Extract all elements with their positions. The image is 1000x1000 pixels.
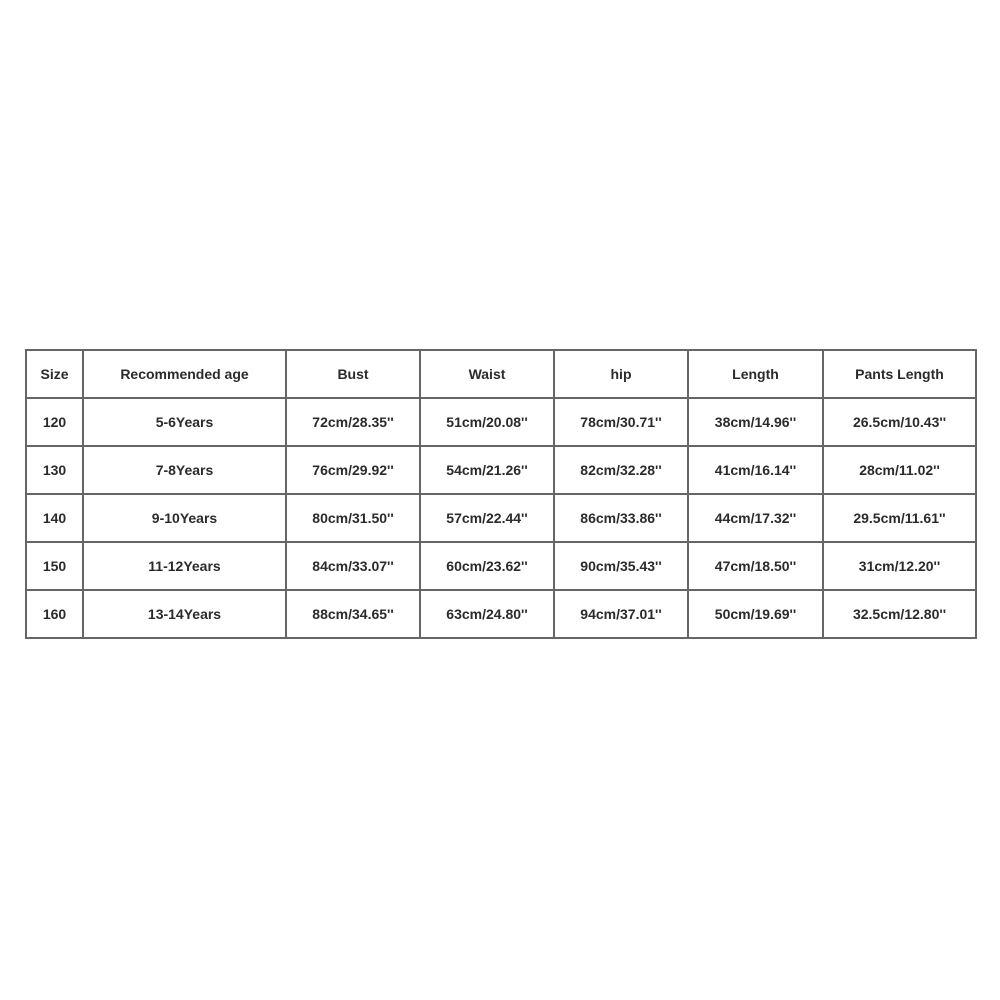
cell-bust: 76cm/29.92'' xyxy=(286,446,420,494)
cell-hip: 82cm/32.28'' xyxy=(554,446,688,494)
cell-waist: 54cm/21.26'' xyxy=(420,446,554,494)
size-chart-table xyxy=(25,349,977,639)
cell-recommended-age: 5-6Years xyxy=(83,398,286,446)
cell-size: 150 xyxy=(26,542,83,590)
cell-length: 38cm/14.96'' xyxy=(688,398,823,446)
cell-hip: 78cm/30.71'' xyxy=(554,398,688,446)
cell-size: 120 xyxy=(26,398,83,446)
header-cell-bust: Bust xyxy=(286,350,420,398)
header-cell-waist: Waist xyxy=(420,350,554,398)
header-cell-recommended-age: Recommended age xyxy=(83,350,286,398)
header-cell-size: Size xyxy=(26,350,83,398)
table-row xyxy=(26,590,976,638)
cell-length: 41cm/16.14'' xyxy=(688,446,823,494)
table-row xyxy=(26,398,976,446)
cell-pants-length: 26.5cm/10.43'' xyxy=(823,398,976,446)
cell-waist: 60cm/23.62'' xyxy=(420,542,554,590)
cell-waist: 51cm/20.08'' xyxy=(420,398,554,446)
cell-size: 160 xyxy=(26,590,83,638)
cell-recommended-age: 9-10Years xyxy=(83,494,286,542)
cell-length: 44cm/17.32'' xyxy=(688,494,823,542)
cell-length: 47cm/18.50'' xyxy=(688,542,823,590)
cell-bust: 88cm/34.65'' xyxy=(286,590,420,638)
header-cell-pants-length: Pants Length xyxy=(823,350,976,398)
cell-waist: 63cm/24.80'' xyxy=(420,590,554,638)
cell-size: 130 xyxy=(26,446,83,494)
cell-hip: 90cm/35.43'' xyxy=(554,542,688,590)
table-row xyxy=(26,494,976,542)
cell-bust: 84cm/33.07'' xyxy=(286,542,420,590)
cell-recommended-age: 7-8Years xyxy=(83,446,286,494)
cell-pants-length: 32.5cm/12.80'' xyxy=(823,590,976,638)
cell-recommended-age: 13-14Years xyxy=(83,590,286,638)
cell-recommended-age: 11-12Years xyxy=(83,542,286,590)
cell-size: 140 xyxy=(26,494,83,542)
cell-hip: 86cm/33.86'' xyxy=(554,494,688,542)
header-cell-length: Length xyxy=(688,350,823,398)
cell-waist: 57cm/22.44'' xyxy=(420,494,554,542)
table-row xyxy=(26,446,976,494)
cell-bust: 72cm/28.35'' xyxy=(286,398,420,446)
cell-pants-length: 31cm/12.20'' xyxy=(823,542,976,590)
cell-pants-length: 28cm/11.02'' xyxy=(823,446,976,494)
header-cell-hip: hip xyxy=(554,350,688,398)
cell-length: 50cm/19.69'' xyxy=(688,590,823,638)
cell-hip: 94cm/37.01'' xyxy=(554,590,688,638)
cell-pants-length: 29.5cm/11.61'' xyxy=(823,494,976,542)
cell-bust: 80cm/31.50'' xyxy=(286,494,420,542)
table-row xyxy=(26,542,976,590)
header-row xyxy=(26,350,976,398)
